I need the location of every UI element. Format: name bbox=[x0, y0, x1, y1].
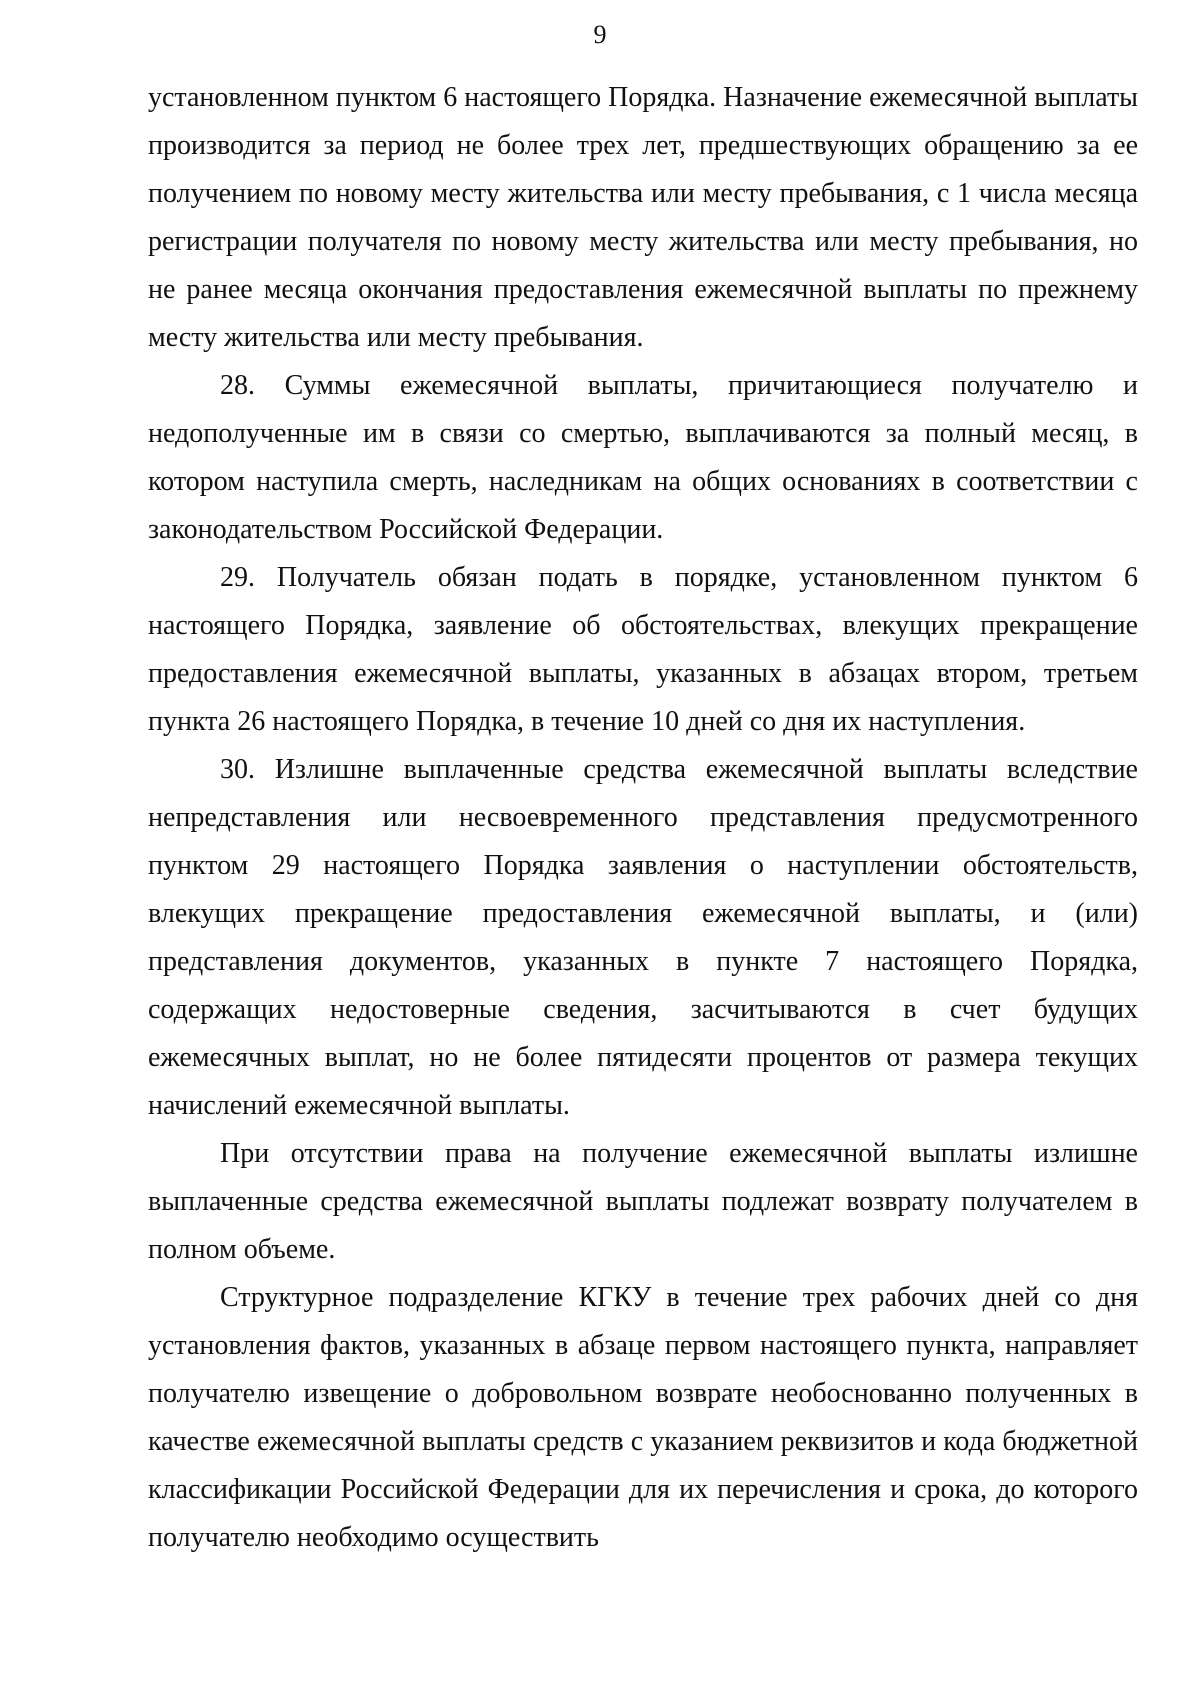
paragraph-clause-30: 30. Излишне выплаченные средства ежемесячной выплаты вследствие непредставления или несвоевременного представления предусмотренного пунктом 29 настоящего Порядка заявления о наступлении обстоятельств, влекущих прекращение предоставления ежемесячной выплаты, и (или) представления документов, указанных в пункте 7 настоящего Порядка, содержащих недостоверные сведения, засчитываются в счет будущих ежемесячных выплат, но не более пятидесяти процентов от размера текущих начислений ежемесячной выплаты. bbox=[148, 754, 1138, 1121]
paragraph-kgku-notice: Структурное подразделение КГКУ в течение трех рабочих дней со дня установления фактов, указанных в абзаце первом настоящего пункта, направляет получателю извещение о добровольном возврате необоснованно полученных в качестве ежемесячной выплаты средств с указанием реквизитов и кода бюджетной классификации Российской Федерации для их перечисления и срока, до которого получателю необходимо осуществить bbox=[148, 1282, 1138, 1553]
document-body bbox=[148, 74, 1138, 1562]
paragraph-clause-29: 29. Получатель обязан подать в порядке, установленном пунктом 6 настоящего Порядка, заявление об обстоятельствах, влекущих прекращение предоставления ежемесячной выплаты, указанных в абзацах втором, третьем пункта 26 настоящего Порядка, в течение 10 дней со дня их наступления. bbox=[148, 562, 1138, 737]
paragraph-overpayment-return: При отсутствии права на получение ежемесячной выплаты излишне выплаченные средства ежемесячной выплаты подлежат возврату получателем в полном объеме. bbox=[148, 1138, 1138, 1265]
paragraph-continuation: установленном пунктом 6 настоящего Порядка. Назначение ежемесячной выплаты производится за период не более трех лет, предшествующих обращению за ее получением по новому месту жительства или месту пребывания, с 1 числа месяца регистрации получателя по новому месту жительства или месту пребывания, но не ранее месяца окончания предоставления ежемесячной выплаты по прежнему месту жительства или месту пребывания. bbox=[148, 82, 1138, 353]
page-number: 9 bbox=[593, 20, 607, 49]
paragraph-clause-28: 28. Суммы ежемесячной выплаты, причитающиеся получателю и недополученные им в связи со смертью, выплачиваются за полный месяц, в котором наступила смерть, наследникам на общих основаниях в соответствии с законодательством Российской Федерации. bbox=[148, 370, 1138, 545]
